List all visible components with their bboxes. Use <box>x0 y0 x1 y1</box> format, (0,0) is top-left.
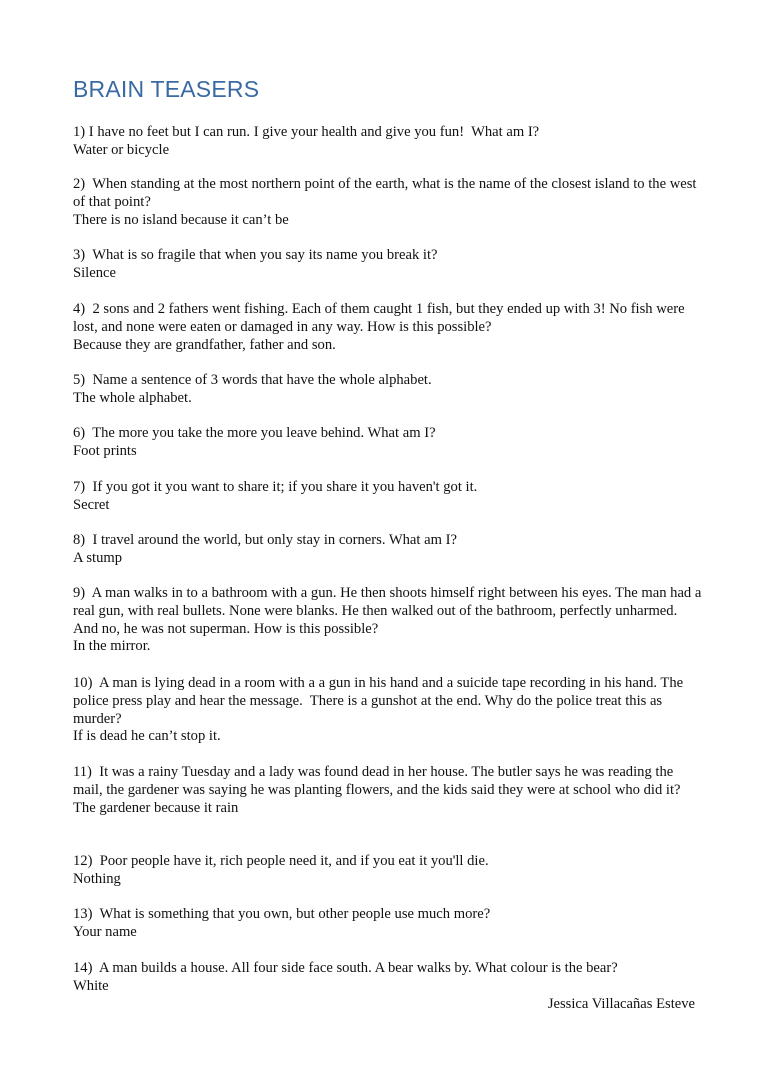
list-item <box>73 124 703 160</box>
question-text: 8) I travel around the world, but only stay in corners. What am I? <box>73 532 457 548</box>
answer-text: If is dead he can’t stop it. <box>73 728 221 745</box>
list-item <box>73 247 703 283</box>
question-text: 10) A man is lying dead in a room with a a gun in his hand and a suicide tape recording in his hand. The police press play and hear the message. There is a gunshot at the end. Why do the police treat this as murder? <box>73 675 687 727</box>
question-text: 1) I have no feet but I can run. I give your health and give you fun! What am I? <box>73 124 540 140</box>
list-item <box>73 425 703 461</box>
question-text: 2) When standing at the most northern point of the earth, what is the name of the closest island to the west of that point? <box>73 176 701 210</box>
list-item <box>73 906 703 942</box>
question-text: 11) It was a rainy Tuesday and a lady was found dead in her house. The butler says he was reading the mail, the gardener was saying he was planting flowers, and the kids said they were at school who did it? <box>73 764 681 798</box>
answer-text: Secret <box>73 496 110 513</box>
answer-text: A stump <box>73 549 123 566</box>
list-item <box>73 532 703 568</box>
list-item <box>73 960 703 996</box>
answer-text: Because they are grandfather, father and son. <box>73 336 336 353</box>
question-text: 4) 2 sons and 2 fathers went fishing. Each of them caught 1 fish, but they ended up with 3! No fish were lost, and none were eaten or damaged in any way. How is this possible? <box>73 301 689 335</box>
list-item <box>73 301 703 354</box>
list-item <box>73 764 703 817</box>
page-title: BRAIN TEASERS <box>73 76 260 102</box>
answer-text: Silence <box>73 264 116 281</box>
answer-text: The gardener because it rain <box>73 799 239 816</box>
list-item <box>73 675 703 746</box>
answer-text: In the mirror. <box>73 638 151 655</box>
question-text: 9) A man walks in to a bathroom with a gun. He then shoots himself right between his eyes. The man had a real gun, with real bullets. None were blanks. He then walked out of the bathroom, perfectly unharmed. And no, he was not superman. How is this possible? <box>73 585 706 637</box>
answer-text: Nothing <box>73 870 121 887</box>
list-item <box>73 176 703 229</box>
question-text: 12) Poor people have it, rich people need it, and if you eat it you'll die. <box>73 853 489 869</box>
question-text: 14) A man builds a house. All four side face south. A bear walks by. What colour is the bear? <box>73 960 618 976</box>
answer-text: The whole alphabet. <box>73 389 192 406</box>
list-item <box>73 372 703 408</box>
answer-text: Your name <box>73 923 137 940</box>
question-text: 3) What is so fragile that when you say its name you break it? <box>73 247 438 263</box>
answer-text: White <box>73 977 109 994</box>
question-text: 13) What is something that you own, but other people use much more? <box>73 906 491 922</box>
answer-text: Foot prints <box>73 442 137 459</box>
list-item <box>73 585 706 656</box>
question-text: 5) Name a sentence of 3 words that have the whole alphabet. <box>73 372 432 388</box>
author-name: Jessica Villacañas Esteve <box>547 996 695 1012</box>
list-item <box>73 853 703 889</box>
question-text: 7) If you got it you want to share it; if you share it you haven't got it. <box>73 479 478 495</box>
list-item <box>73 479 703 515</box>
question-text: 6) The more you take the more you leave behind. What am I? <box>73 425 436 441</box>
answer-text: Water or bicycle <box>73 141 170 158</box>
answer-text: There is no island because it can’t be <box>73 211 289 228</box>
